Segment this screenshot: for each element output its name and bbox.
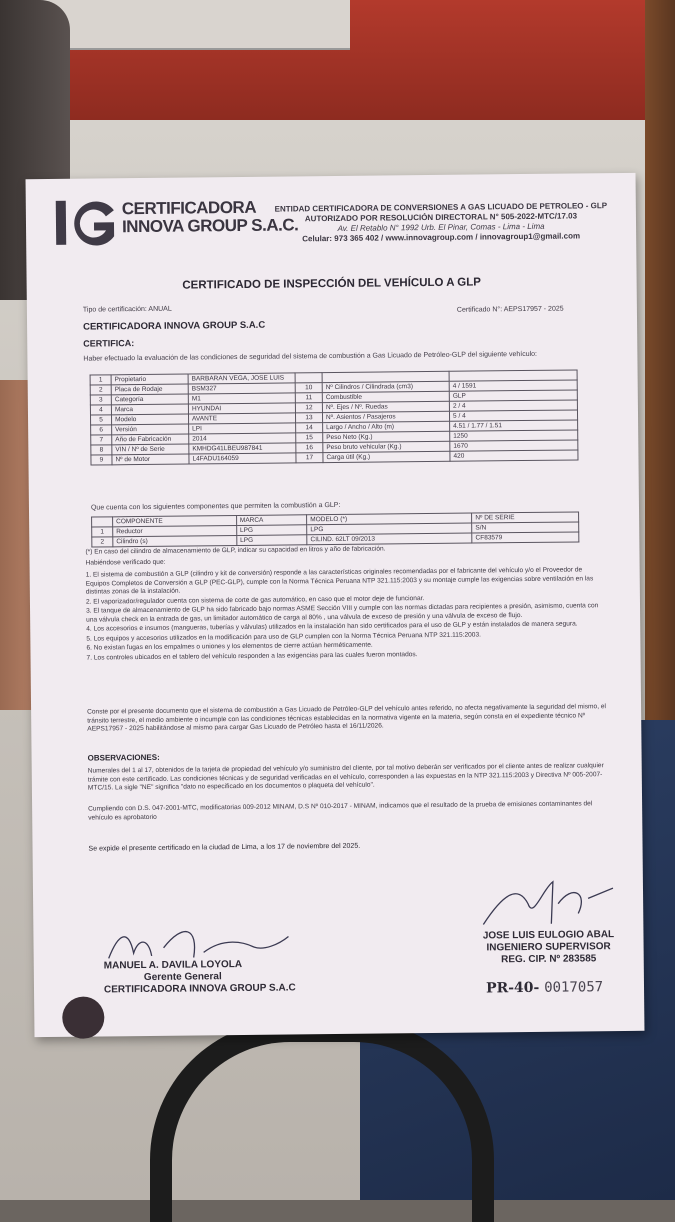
field-label: Categoría [111, 394, 188, 405]
field-label: Carga útil (Kg.) [323, 451, 450, 462]
verification-item: 5. Los equipos y accesorios utilizados en la modificación para uso de GLP cumplen con la Norma Técnica Peruana NTP 321.115:2003. [86, 630, 481, 643]
field-value: 420 [450, 450, 578, 461]
field-label: Nº Cilindros / Cilindrada (cm3) [322, 381, 449, 392]
component-cell: Reductor [113, 526, 237, 537]
verification-item: 4. Los accesorios e insumos (mangueras, tuberías y válvulas) utilizados en la instalación han sido certificados para el uso de GLP y están instalados de manera segura. [86, 620, 578, 633]
field-value: 1670 [450, 440, 578, 451]
issue-statement: Se expide el presente certificado en la ciudad de Lima, a los 17 de noviembre del 2025. [88, 842, 361, 853]
field-value: 2014 [189, 433, 296, 444]
serial-number: 0017057 [544, 979, 604, 996]
field-value: GLP [449, 390, 577, 401]
certificate-paper [26, 173, 645, 1037]
header-component: COMPONENTE [113, 516, 237, 527]
innova-logo-icon [54, 196, 121, 249]
entity-contact: Celular: 973 365 402 / www.innovagroup.com / innovagroup1@gmail.com [302, 231, 581, 244]
certification-type: Tipo de certificación: ANUAL [82, 305, 172, 314]
background-door [645, 0, 675, 760]
field-label: Nº de Motor [112, 454, 189, 465]
organization-name: CERTIFICADORA INNOVA GROUP S.A.C [83, 319, 266, 333]
component-cell: CILIND. 62LT 09/2013 [307, 533, 472, 545]
document-title: CERTIFICADO DE INSPECCIÓN DEL VEHÍCULO A GLP [182, 276, 481, 292]
manager-company: CERTIFICADORA INNOVA GROUP S.A.C [103, 982, 296, 996]
field-label: Marca [111, 404, 188, 415]
row-index: 14 [296, 423, 323, 433]
entity-address: Av. El Retablo N° 1992 Urb. El Pinar, Comas - Lima - Lima [337, 221, 545, 233]
row-index: 13 [295, 413, 322, 423]
intro-text: Haber efectuado la evaluación de las condiciones de seguridad del sistema de combustión a Gas Licuado de Petróleo-GLP del siguiente vehículo: [83, 350, 538, 363]
manager-title: Gerente General [143, 971, 222, 984]
component-cell: S/N [472, 522, 579, 533]
field-value: LPI [189, 423, 296, 434]
verification-item: 6. No existan fugas en los empalmes o uniones y los elementos de cierre actúan herméticamente. [86, 641, 373, 652]
supervisor-name: JOSE LUIS EULOGIO ABAL [482, 929, 615, 942]
vehicle-table [90, 369, 579, 465]
field-label: Nº. Ejes / Nº. Ruedas [322, 401, 449, 412]
verification-item: 3. El tanque de almacenamiento de GLP ha sido fabricado bajo normas ASME Sección VIII y cumple con las normas dictadas para recipientes a presión, asimismo, cuenta con una válvula check en la entrada de gas, un limitador automático de carga al 80% , una válvula de exceso de presión y una válvula de exceso de flujo. [86, 602, 599, 624]
entity-header [266, 201, 616, 245]
row-index: 9 [91, 455, 112, 465]
row-index: 16 [296, 443, 323, 453]
component-cell: LPG [307, 523, 472, 535]
row-index: 4 [90, 405, 111, 415]
entity-line-1: ENTIDAD CERTIFICADORA DE CONVERSIONES A GAS LICUADO DE PETROLEO - GLP [274, 201, 608, 214]
field-label: Peso bruto vehicular (Kg.) [323, 441, 450, 452]
field-label: Largo / Ancho / Alto (m) [323, 421, 450, 432]
component-cell: LPG [237, 535, 308, 546]
field-label: Versión [112, 424, 189, 435]
field-value: BARBARAN VEGA, JOSE LUIS [188, 373, 295, 384]
row-index: 15 [296, 433, 323, 443]
header-serial: Nº DE SERIE [472, 512, 579, 523]
field-label: Combustible [322, 391, 449, 402]
manager-name: MANUEL A. DAVILA LOYOLA [103, 958, 243, 972]
row-index: 12 [295, 403, 322, 413]
form-serial [486, 979, 603, 996]
conste-paragraph: Conste por el presente documento que el sistema de combustión a Gas Licuado de Petróleo-GLP del vehículo antes referido, no afecta negativamente la seguridad del mismo, el tránsito terrestre, el medio ambiente o incumple con las condiciones técnicas establecidas en la normativa vigente en la materia, según consta en el expediente técnico Nº AEPS17957 - 2025 habilitándose al mismo para cargar Gas Licuado de Petróleo hasta el 16/11/2026. [87, 703, 607, 733]
field-value: M1 [188, 393, 295, 404]
certificate-number: Certificado N°: AEPS17957 - 2025 [456, 305, 564, 314]
field-label: Nº. Asientos / Pasajeros [322, 411, 449, 422]
verified-heading: Habiéndose verificado que: [85, 558, 166, 567]
field-label: VIN / Nº de Serie [112, 444, 189, 455]
supervisor-signature-icon [473, 873, 624, 935]
field-label: Peso Neto (Kg.) [323, 431, 450, 442]
certifica-heading: CERTIFICA: [83, 338, 135, 349]
components-table [91, 511, 579, 547]
row-index: 17 [296, 453, 323, 463]
field-value: 4.51 / 1.77 / 1.51 [450, 420, 578, 431]
row-index: 10 [295, 383, 322, 393]
field-label: Modelo [111, 414, 188, 425]
row-index: 3 [90, 395, 111, 405]
header-brand: MARCA [236, 515, 307, 526]
row-index: 2 [90, 385, 111, 395]
field-value: HYUNDAI [188, 403, 295, 414]
row-index: 11 [295, 393, 322, 403]
observation-1: Numerales del 1 al 17, obtenidos de la tarjeta de propiedad del vehículo y/o suministro del cliente, por tal motivo deberán ser verificados por el cliente antes de realizar cualquier trámite con este certificado. Las condiciones técnicas y de seguridad verificadas en el vehículo, corresponden a las expuestas en la NTP 321.115:2003 y Directiva Nº 005-2007-MTC/15. La sigle "NE" significa "dato no especificado en los documentos o plaqueta del vehículo". [87, 762, 604, 792]
component-cell: CF83579 [472, 532, 579, 543]
component-cell: Cilindro (s) [113, 536, 237, 547]
field-label: Propietario [111, 374, 188, 385]
supervisor-reg: REG. CIP. Nº 283585 [501, 953, 597, 966]
field-value: 1250 [450, 430, 578, 441]
row-index: 7 [91, 435, 112, 445]
field-value: 4 / 1591 [449, 380, 577, 391]
logo-line-1: CERTIFICADORA [121, 197, 257, 219]
verification-item: 2. El vaporizador/regulador cuenta con sistema de corte de gas automático, en caso que el motor deje de funcionar. [85, 594, 425, 606]
field-label: Placa de Rodaje [111, 384, 188, 395]
entity-line-2: AUTORIZADO POR RESOLUCIÓN DIRECTORAL N° 505-2022-MTC/17.03 [304, 211, 578, 224]
field-label: Año de Fabricación [112, 434, 189, 445]
row-index: 8 [91, 445, 112, 455]
field-value: L4FADU164059 [189, 453, 296, 464]
verification-item: 7. Los controles ubicados en el tablero del vehículo responden a las exigencias para las cuales fueron montados. [86, 650, 418, 662]
header-model: MODELO (*) [307, 513, 472, 525]
logo-line-2: INNOVA GROUP S.A.C. [121, 215, 299, 237]
row-index: 1 [90, 375, 111, 385]
row-index: 5 [90, 415, 111, 425]
supervisor-title: INGENIERO SUPERVISOR [486, 941, 611, 954]
observation-2: Cumpliendo con D.S. 047-2001-MTC, modificatorias 009-2012 MINAM, D.S Nº 010-2017 - MINAM, indicamos que el resultado de la prueba de emisiones contaminantes del vehículo es aprobatorio [88, 800, 593, 822]
field-value: BSM327 [188, 383, 295, 394]
observations-title: OBSERVACIONES: [87, 752, 160, 763]
field-value: 5 / 4 [449, 410, 577, 421]
field-value: KMHDG41LBEU987841 [189, 443, 296, 454]
components-intro: Que cuenta con los siguientes componentes que permiten la combustión a GLP: [90, 501, 341, 512]
verification-items [86, 566, 607, 663]
component-cell: 1 [92, 527, 113, 537]
verification-item: 1. El sistema de combustión a GLP (cilindro y kit de conversión) responde a las características originales recomendadas por el fabricante del vehículo y/o el Proveedor de Equipos Completos de Conversión a GLP (PEC-GLP), cumple con la Norma Técnica Peruana NTP 321.115:2003 y su montaje cumple las exigencias sobre ventilación en las distintas zonas de la instalación. [85, 566, 594, 596]
components-note: (*) En caso del cilindro de almacenamiento de GLP, indicar su capacidad en litros y año de fabricación. [85, 545, 386, 556]
component-cell: LPG [236, 525, 307, 536]
form-code: PR-40- [485, 979, 540, 997]
field-value: 2 / 4 [449, 400, 577, 411]
component-cell: 2 [92, 537, 113, 547]
stamp-icon [62, 996, 104, 1038]
supervisor-signature-block [463, 929, 633, 967]
background-poster [40, 0, 350, 50]
manager-signature-block [104, 958, 304, 996]
row-index [295, 373, 322, 383]
row-index: 6 [91, 425, 112, 435]
field-value: AVANTE [188, 413, 295, 424]
